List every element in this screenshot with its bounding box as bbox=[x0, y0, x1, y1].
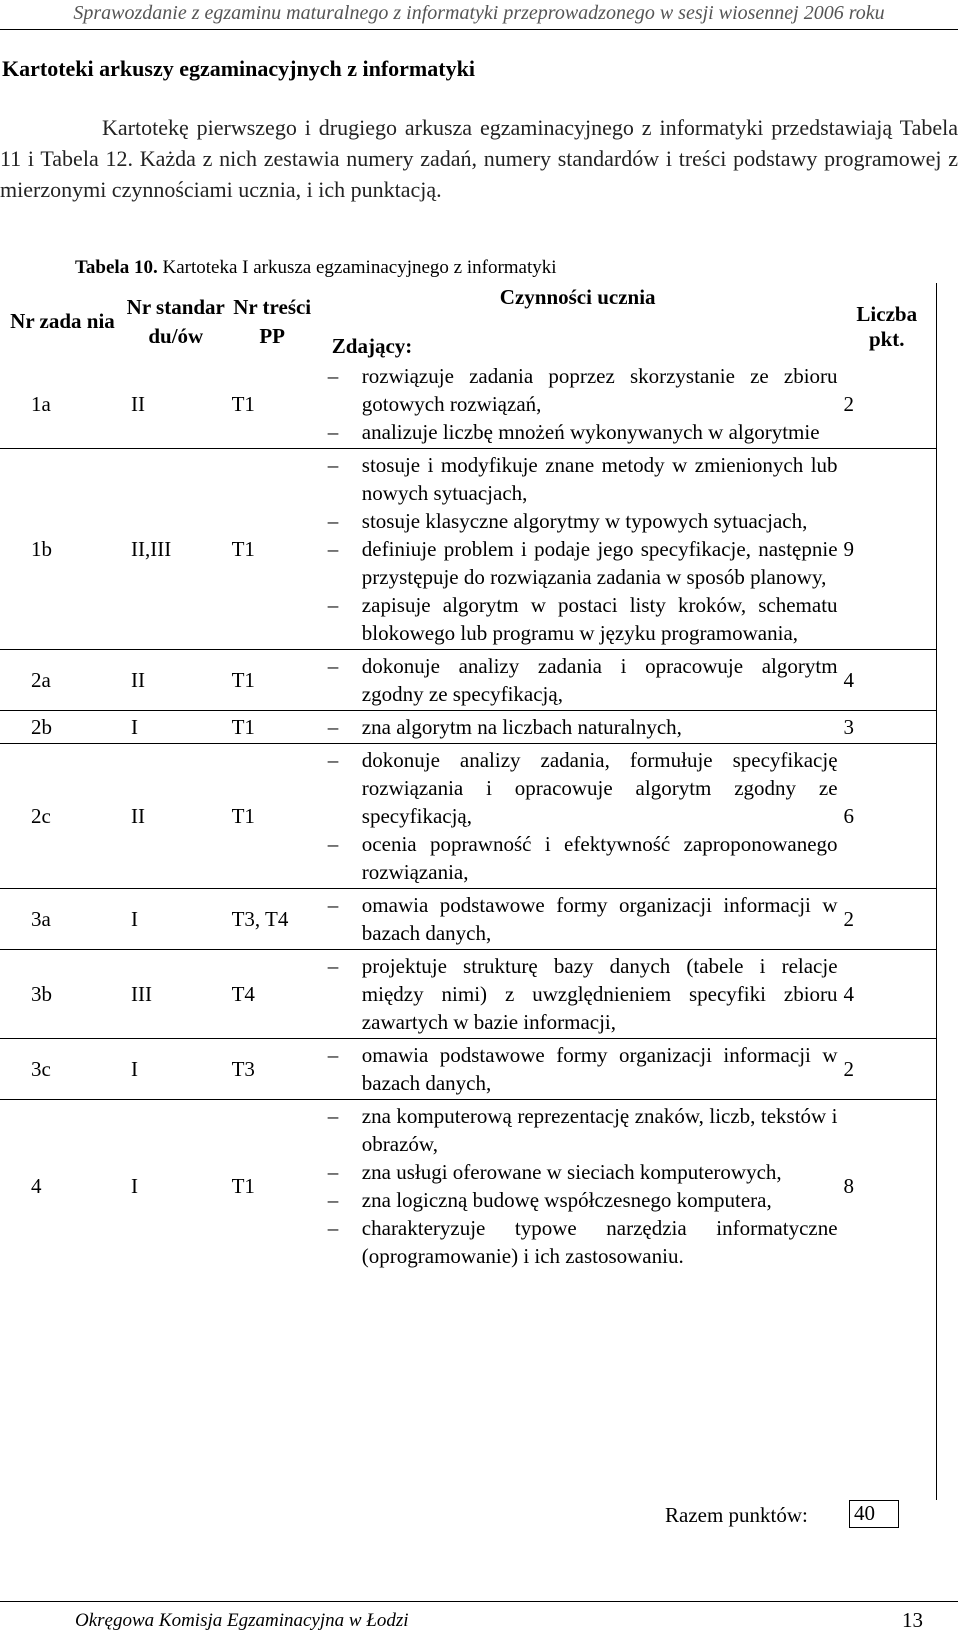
dash-bullet: – bbox=[327, 593, 339, 617]
activity-text: stosuje klasyczne algorytmy w typowych sytuacjach, bbox=[361, 509, 808, 533]
dash-bullet: – bbox=[327, 1188, 339, 1212]
task-number: 3c bbox=[0, 1039, 125, 1100]
content-number: T1 bbox=[227, 711, 318, 744]
task-number: 4 bbox=[0, 1100, 125, 1273]
content-number: T1 bbox=[227, 650, 318, 711]
dash-bullet: – bbox=[327, 954, 339, 978]
col-header-nr-tresci: Nr treści PP bbox=[233, 294, 312, 348]
activity-text: zapisuje algorytm w postaci listy kroków, schematu blokowego lub programu w języku programowania, bbox=[361, 593, 838, 645]
table-header-row bbox=[0, 283, 936, 360]
content-number: T1 bbox=[227, 1100, 318, 1273]
activities-cell bbox=[318, 650, 838, 711]
points-value: 2 bbox=[843, 391, 855, 416]
col-header-czynnosci bbox=[318, 283, 838, 360]
points-value: 2 bbox=[838, 889, 936, 950]
activity-text: dokonuje analizy zadania i opracowuje algorytm zgodny ze specyfikacją, bbox=[361, 654, 838, 706]
activity-item bbox=[328, 507, 838, 535]
caption-text: Kartoteka I arkusza egzaminacyjnego z informatyki bbox=[157, 257, 557, 278]
page-number: 13 bbox=[902, 1608, 923, 1632]
activity-item bbox=[328, 746, 838, 830]
table-caption bbox=[75, 257, 557, 279]
page-footer bbox=[0, 1601, 958, 1632]
table-row bbox=[0, 449, 936, 650]
activity-text: projektuje strukturę bazy danych (tabele i relacje między nimi) z uwzględnieniem specyfiki zbioru zawartych w bazie informacji, bbox=[361, 954, 838, 1034]
standard-number: I bbox=[125, 1039, 227, 1100]
activity-item bbox=[328, 1102, 838, 1158]
task-number: 2c bbox=[0, 744, 125, 889]
activity-item bbox=[328, 418, 838, 446]
table-row bbox=[0, 1100, 936, 1273]
dash-bullet: – bbox=[327, 420, 339, 444]
activity-item bbox=[328, 1214, 838, 1270]
summary-label: Razem punktów: bbox=[665, 1503, 808, 1527]
activity-item bbox=[328, 451, 838, 507]
table-row bbox=[0, 889, 936, 950]
task-number: 3b bbox=[0, 950, 125, 1039]
col-header-nr-zadania: Nr zada nia bbox=[10, 309, 115, 333]
points-value: 2 bbox=[838, 1039, 936, 1100]
activity-text: zna komputerową reprezentację znaków, liczb, tekstów i obrazów, bbox=[361, 1104, 838, 1156]
activity-text: rozwiązuje zadania poprzez skorzystanie ze zbioru gotowych rozwiązań, bbox=[361, 364, 838, 416]
activity-item bbox=[328, 1186, 838, 1214]
task-number: 2b bbox=[0, 711, 125, 744]
activity-item bbox=[328, 1041, 838, 1097]
activities-cell bbox=[318, 744, 838, 889]
standard-number: II bbox=[130, 391, 145, 416]
activities-cell bbox=[318, 360, 838, 449]
dash-bullet: – bbox=[327, 893, 339, 917]
task-number: 3a bbox=[0, 889, 125, 950]
dash-bullet: – bbox=[327, 453, 339, 477]
standard-number: I bbox=[125, 889, 227, 950]
activity-item bbox=[328, 652, 838, 708]
table-row bbox=[0, 360, 936, 449]
content-number: T3 bbox=[227, 1039, 318, 1100]
content-number: T3, T4 bbox=[227, 889, 318, 950]
task-number: 1b bbox=[0, 449, 125, 650]
intro-paragraph: Kartotekę pierwszego i drugiego arkusza egzaminacyjnego z informatyki przedstawiają Tabela 11 i Tabela 12. Każda z nich zestawia numery zadań, numery standardów i treści podstawy programowej z mierzonymi czynnościami ucznia, i ich punktacją. bbox=[0, 115, 958, 202]
dash-bullet: – bbox=[327, 537, 339, 561]
standard-number: II,III bbox=[125, 449, 227, 650]
activity-item bbox=[328, 713, 838, 741]
footer-publisher: Okręgowa Komisja Egzaminacyjna w Łodzi bbox=[75, 1610, 409, 1631]
table-row bbox=[0, 1039, 936, 1100]
dash-bullet: – bbox=[327, 748, 339, 772]
activities-cell bbox=[318, 711, 838, 744]
activity-text: stosuje i modyfikuje znane metody w zmienionych lub nowych sytuacjach, bbox=[361, 453, 838, 505]
summary-value: 40 bbox=[849, 1500, 899, 1528]
col-header-liczba-pkt: Liczba pkt. bbox=[856, 301, 918, 351]
content-number: T1 bbox=[227, 744, 318, 889]
standard-number: I bbox=[125, 711, 227, 744]
table-row bbox=[0, 711, 936, 744]
dash-bullet: – bbox=[327, 654, 339, 678]
table-row bbox=[0, 950, 936, 1039]
activity-text: omawia podstawowe formy organizacji informacji w bazach danych, bbox=[361, 1043, 838, 1095]
activity-text: omawia podstawowe formy organizacji informacji w bazach danych, bbox=[361, 893, 838, 945]
dash-bullet: – bbox=[327, 832, 339, 856]
page-header: Sprawozdanie z egzaminu maturalnego z informatyki przeprowadzonego w sesji wiosennej 2006 roku bbox=[0, 0, 958, 30]
activity-item bbox=[328, 830, 838, 886]
activity-item bbox=[328, 952, 838, 1036]
col-header-nr-standardu: Nr standar du/ów bbox=[126, 294, 225, 348]
zdajacy-label: Zdający: bbox=[331, 334, 413, 358]
activity-text: zna usługi oferowane w sieciach komputerowych, bbox=[361, 1160, 782, 1184]
standard-number: III bbox=[125, 950, 227, 1039]
content-number: T4 bbox=[227, 950, 318, 1039]
content-number: T1 bbox=[231, 391, 255, 416]
czynnosci-title: Czynności ucznia bbox=[499, 285, 656, 309]
points-value: 6 bbox=[838, 744, 936, 889]
dash-bullet: – bbox=[327, 509, 339, 533]
activity-text: ocenia poprawność i efektywność zaproponowanego rozwiązania, bbox=[361, 832, 838, 884]
activity-text: dokonuje analizy zadania, formułuje specyfikację rozwiązania i opracowuje algorytm zgodny ze specyfikacją, bbox=[361, 748, 838, 828]
standard-number: II bbox=[125, 650, 227, 711]
table-row bbox=[0, 744, 936, 889]
activity-item bbox=[328, 535, 838, 591]
activity-text: charakteryzuje typowe narzędzia informatyczne (oprogramowanie) i ich zastosowaniu. bbox=[361, 1216, 838, 1268]
kartoteka-table bbox=[0, 283, 936, 1272]
standard-number: I bbox=[125, 1100, 227, 1273]
table-right-border bbox=[936, 283, 937, 1500]
activities-cell bbox=[318, 1039, 838, 1100]
activities-cell bbox=[318, 449, 838, 650]
activity-text: zna algorytm na liczbach naturalnych, bbox=[361, 715, 682, 739]
caption-label: Tabela 10. bbox=[75, 257, 158, 278]
standard-number: II bbox=[125, 744, 227, 889]
content-number: T1 bbox=[227, 449, 318, 650]
dash-bullet: – bbox=[327, 1104, 339, 1128]
dash-bullet: – bbox=[327, 1160, 339, 1184]
points-value: 4 bbox=[838, 650, 936, 711]
dash-bullet: – bbox=[327, 364, 339, 388]
activity-item bbox=[328, 1158, 838, 1186]
dash-bullet: – bbox=[327, 1216, 339, 1240]
task-number: 1a bbox=[31, 391, 51, 416]
points-value: 3 bbox=[838, 711, 936, 744]
activity-text: zna logiczną budowę współczesnego komputera, bbox=[361, 1188, 772, 1212]
activity-item bbox=[328, 891, 838, 947]
points-value: 4 bbox=[838, 950, 936, 1039]
section-heading: Kartoteki arkuszy egzaminacyjnych z informatyki bbox=[2, 56, 475, 81]
activity-text: analizuje liczbę mnożeń wykonywanych w algorytmie bbox=[361, 420, 820, 444]
activities-cell bbox=[318, 950, 838, 1039]
points-value: 9 bbox=[838, 449, 936, 650]
dash-bullet: – bbox=[327, 715, 339, 739]
activity-text: definiuje problem i podaje jego specyfikacje, następnie przystępuje do rozwiązania zadania w sposób planowy, bbox=[361, 537, 838, 589]
table-row bbox=[0, 650, 936, 711]
points-value: 8 bbox=[838, 1100, 936, 1273]
activities-cell bbox=[318, 1100, 838, 1273]
activity-item bbox=[328, 591, 838, 647]
activities-cell bbox=[318, 889, 838, 950]
activity-item bbox=[328, 362, 838, 418]
dash-bullet: – bbox=[327, 1043, 339, 1067]
task-number: 2a bbox=[0, 650, 125, 711]
